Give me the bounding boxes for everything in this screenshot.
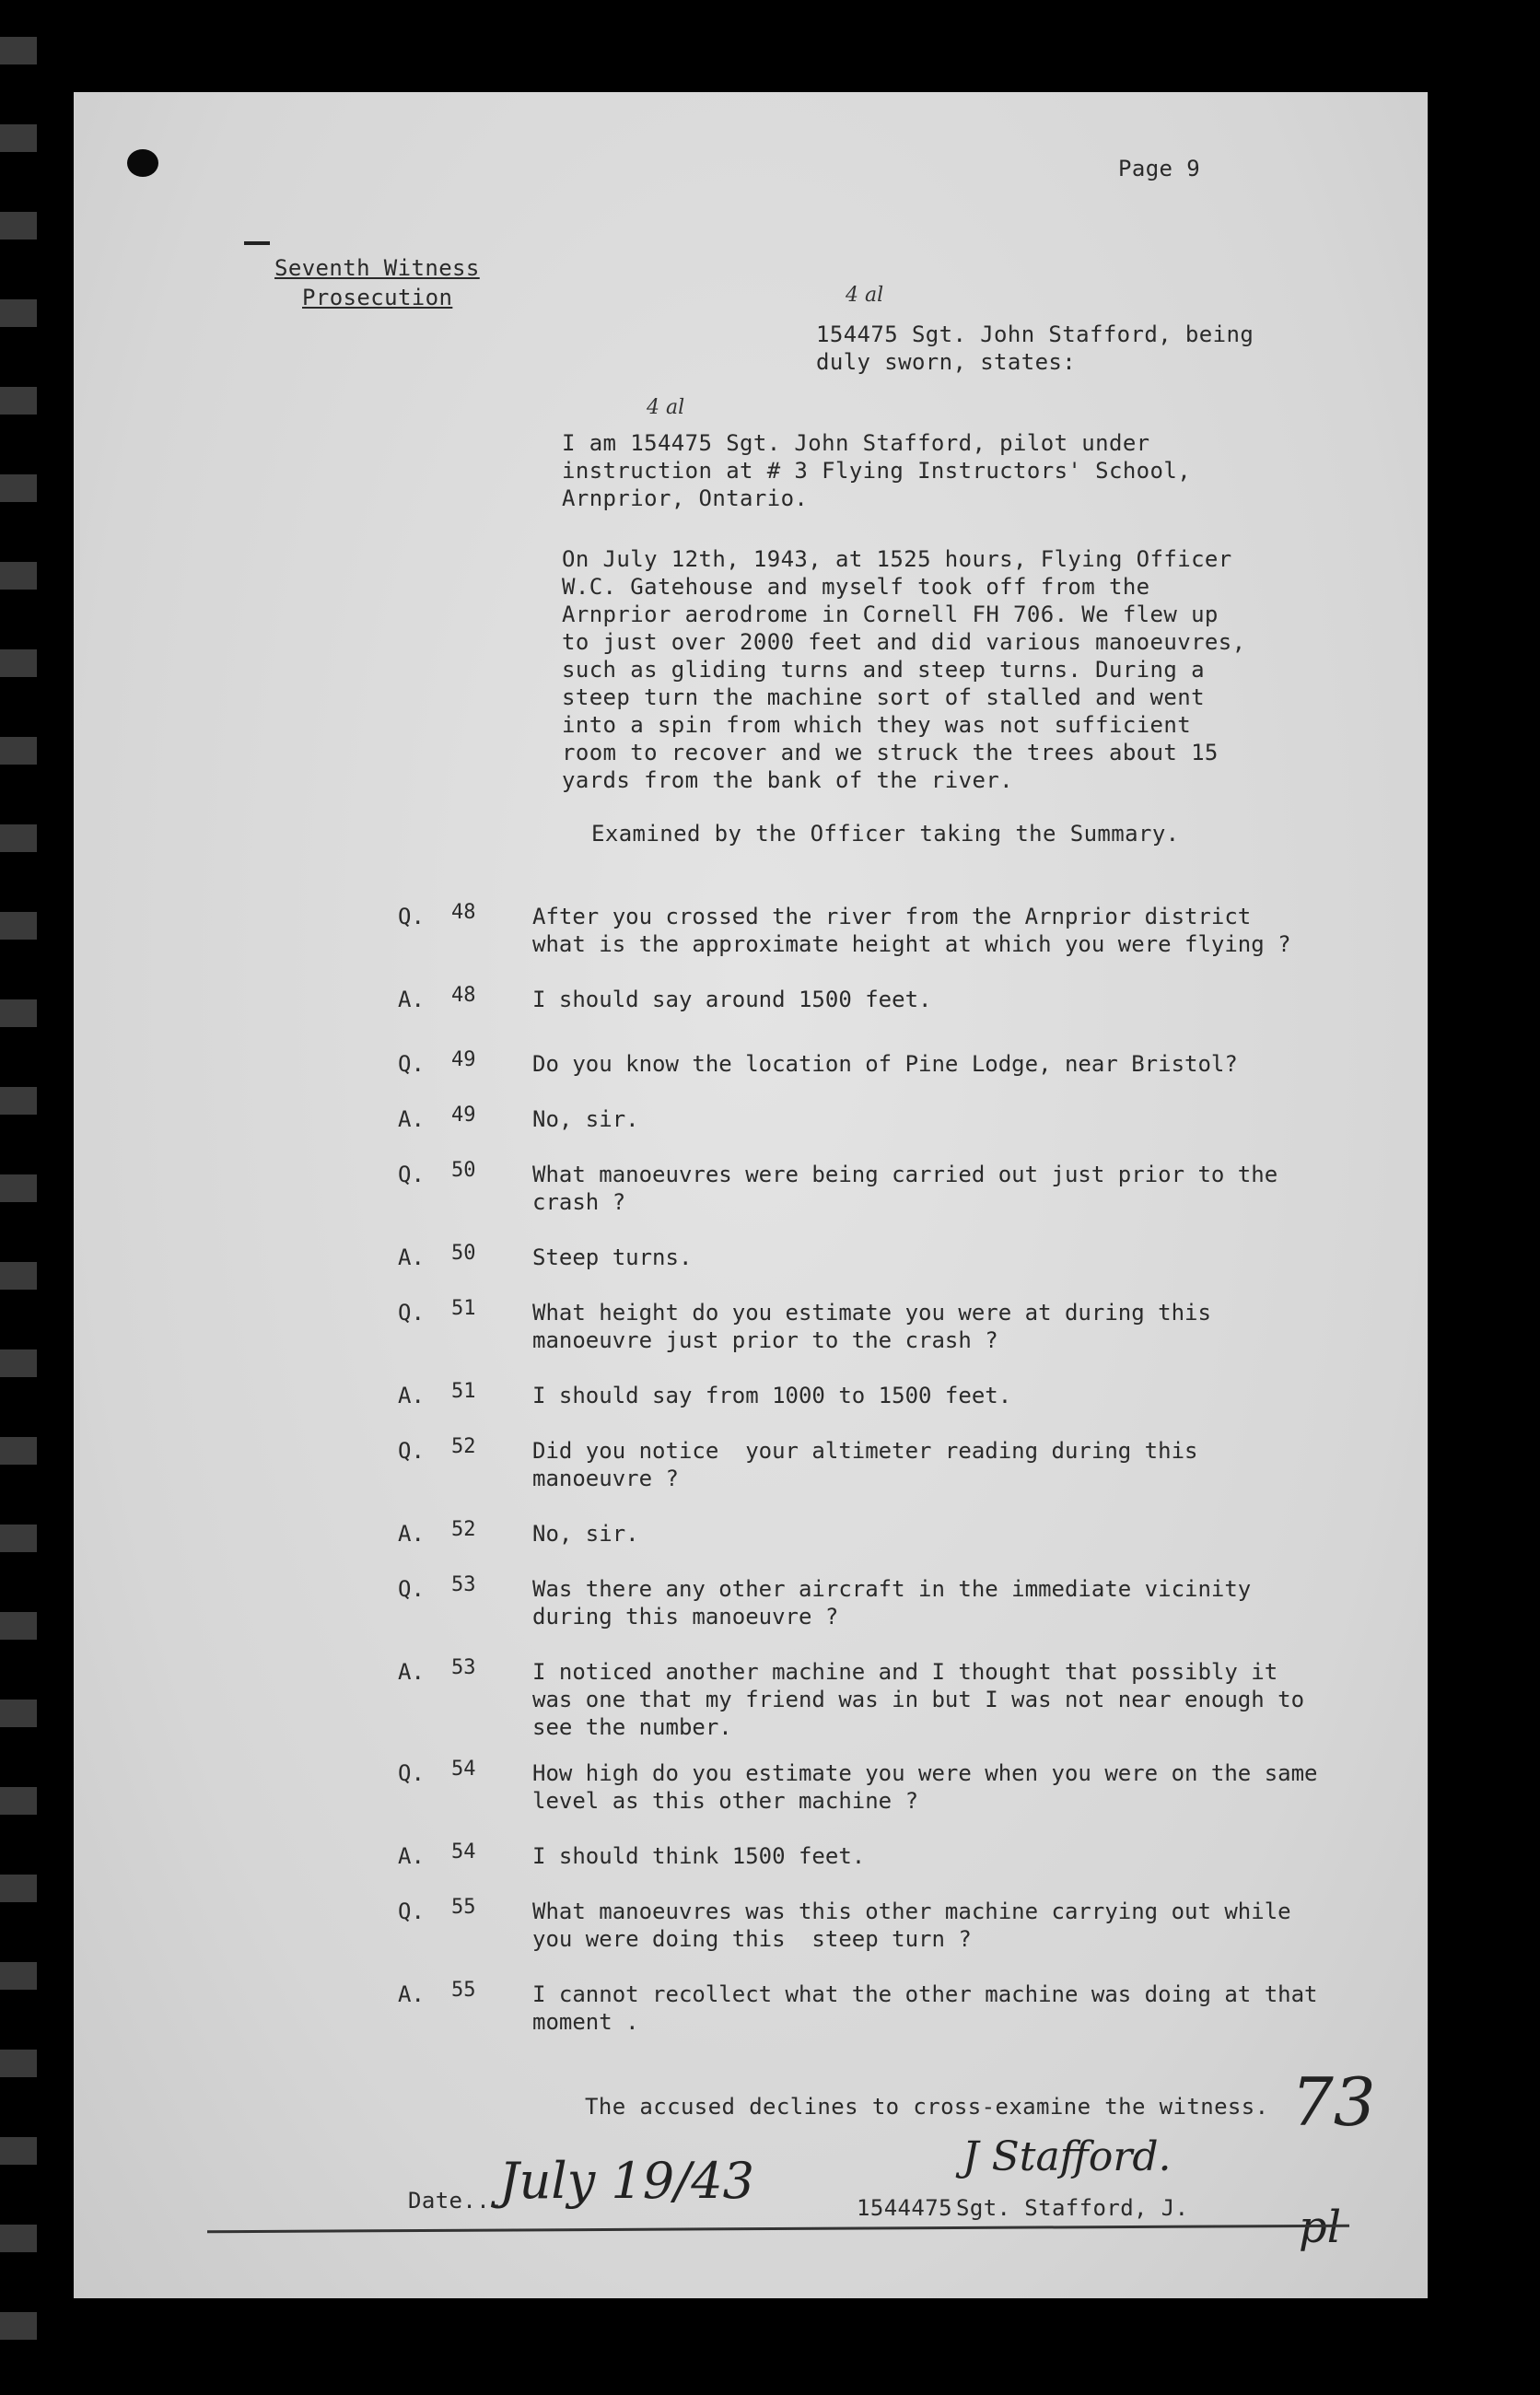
qa-text: How high do you estimate you were when you were on the same level as this other machine ? xyxy=(532,1760,1318,1814)
handwritten-date: July 19/43 xyxy=(499,2152,754,2210)
margin-page-number: 73 xyxy=(1291,2063,1376,2141)
date-label: Date... xyxy=(408,2188,504,2214)
handwritten-signature: J Stafford. xyxy=(962,2133,1172,2180)
qa-label: A. xyxy=(398,1244,425,1270)
qa-number: 51 xyxy=(451,1380,476,1403)
qa-number: 54 xyxy=(451,1758,476,1781)
qa-label: A. xyxy=(398,1843,425,1869)
qa-number: 52 xyxy=(451,1435,476,1458)
document-page xyxy=(74,92,1428,2298)
qa-text: No, sir. xyxy=(532,1521,639,1547)
witness-heading: Seventh Witness xyxy=(274,255,480,281)
statement-handwritten-note: 4 al xyxy=(647,396,685,419)
qa-number: 55 xyxy=(451,1979,476,2002)
qa-number: 53 xyxy=(451,1573,476,1596)
qa-text: Steep turns. xyxy=(532,1244,693,1270)
qa-text: I cannot recollect what the other machine was doing at that moment . xyxy=(532,1981,1318,2035)
intro-handwritten-note: 4 al xyxy=(846,284,884,307)
qa-label: Q. xyxy=(398,1760,425,1786)
qa-label: A. xyxy=(398,1106,425,1132)
qa-label: Q. xyxy=(398,1576,425,1602)
witness-intro-line2: duly sworn, states: xyxy=(816,349,1077,375)
statement-paragraph-2: On July 12th, 1943, at 1525 hours, Flying Officer W.C. Gatehouse and myself took off from the Arnprior aerodrome in Cornell FH 706. We flew up to just over 2000 feet and did various manoeuvres, such as gliding turns and steep turns. During a steep turn the machine sort of stalled and went into a spin from which they was not sufficient room to recover and we struck the trees about 15 yards from the bank of the river. xyxy=(562,546,1246,793)
service-number: 1544475 xyxy=(857,2195,952,2221)
qa-label: Q. xyxy=(398,904,425,929)
qa-text: What manoeuvres were being carried out just prior to the crash ? xyxy=(532,1162,1278,1215)
qa-text: Did you notice your altimeter reading during this manoeuvre ? xyxy=(532,1438,1198,1491)
qa-number: 48 xyxy=(451,901,476,924)
qa-number: 51 xyxy=(451,1297,476,1320)
footer-rule xyxy=(207,2225,1349,2233)
closing-statement: The accused declines to cross-examine the witness. xyxy=(585,2094,1269,2120)
qa-label: Q. xyxy=(398,1162,425,1187)
qa-number: 48 xyxy=(451,984,476,1007)
examination-note: Examined by the Officer taking the Summary. xyxy=(591,821,1180,847)
qa-number: 55 xyxy=(451,1896,476,1919)
qa-number: 54 xyxy=(451,1840,476,1863)
qa-text: After you crossed the river from the Arnprior district what is the approximate height at which you were flying ? xyxy=(532,904,1291,957)
qa-label: A. xyxy=(398,1659,425,1685)
witness-intro-line1: 154475 Sgt. John Stafford, being xyxy=(816,321,1254,347)
qa-text: Was there any other aircraft in the immediate vicinity during this manoeuvre ? xyxy=(532,1576,1252,1630)
statement-paragraph-1: I am 154475 Sgt. John Stafford, pilot under instruction at # 3 Flying Instructors' School, Arnprior, Ontario. xyxy=(562,430,1192,511)
qa-label: A. xyxy=(398,1383,425,1408)
qa-label: Q. xyxy=(398,1051,425,1077)
qa-text: No, sir. xyxy=(532,1106,639,1132)
qa-number: 49 xyxy=(451,1048,476,1071)
qa-number: 50 xyxy=(451,1242,476,1265)
qa-text: I should say around 1500 feet. xyxy=(532,987,932,1012)
qa-number: 53 xyxy=(451,1656,476,1679)
punch-hole xyxy=(127,149,158,177)
margin-dash xyxy=(244,241,270,245)
qa-text: Do you know the location of Pine Lodge, near Bristol? xyxy=(532,1051,1238,1077)
page-number: Page 9 xyxy=(1118,156,1201,181)
qa-text: What height do you estimate you were at during this manoeuvre just prior to the crash ? xyxy=(532,1300,1211,1353)
qa-label: Q. xyxy=(398,1898,425,1924)
qa-text: I noticed another machine and I thought that possibly it was one that my friend was in but I was not near enough to see the number. xyxy=(532,1659,1305,1740)
signed-name: Sgt. Stafford, J. xyxy=(956,2195,1189,2221)
qa-label: Q. xyxy=(398,1300,425,1326)
qa-text: I should think 1500 feet. xyxy=(532,1843,866,1869)
qa-label: Q. xyxy=(398,1438,425,1464)
side-heading: Prosecution xyxy=(302,285,453,310)
qa-number: 49 xyxy=(451,1104,476,1127)
qa-label: A. xyxy=(398,1981,425,2007)
film-edge xyxy=(0,0,37,2395)
qa-text: I should say from 1000 to 1500 feet. xyxy=(532,1383,1012,1408)
qa-label: A. xyxy=(398,1521,425,1547)
qa-number: 50 xyxy=(451,1159,476,1182)
qa-text: What manoeuvres was this other machine carrying out while you were doing this steep turn ? xyxy=(532,1898,1291,1952)
margin-initials: pl xyxy=(1299,2202,1342,2253)
qa-number: 52 xyxy=(451,1518,476,1541)
qa-label: A. xyxy=(398,987,425,1012)
